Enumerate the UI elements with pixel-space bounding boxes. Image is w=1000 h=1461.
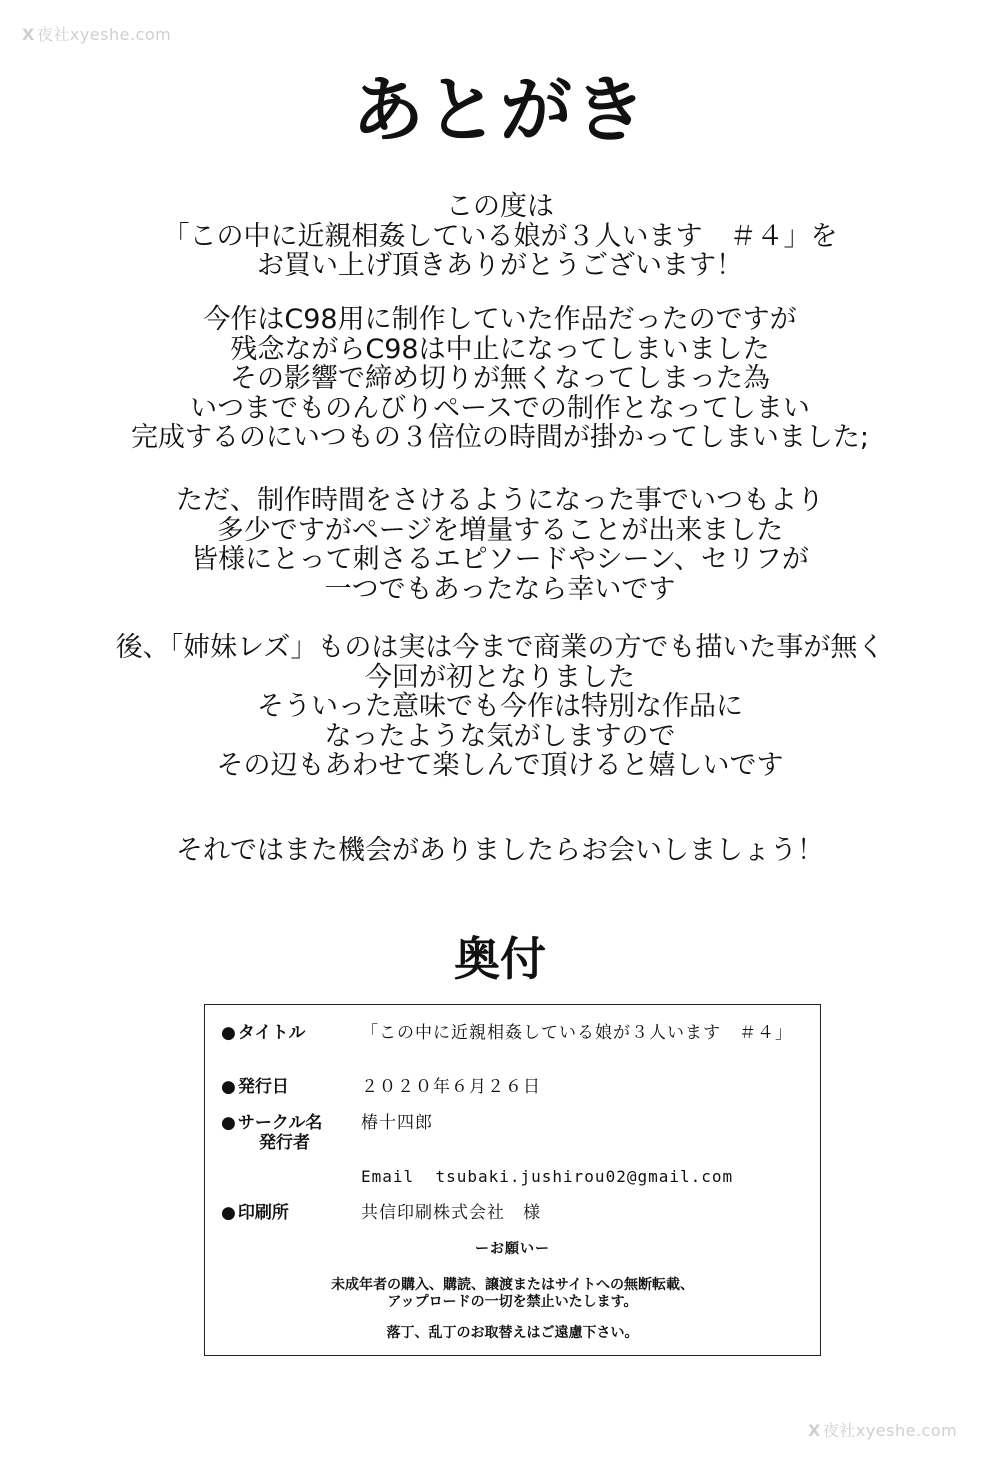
afterword-line: 「この中に近親相姦している娘が３人います ＃４」を (162, 220, 838, 252)
afterword-line: なったような気がしますので (324, 720, 676, 752)
watermark-top (22, 22, 171, 45)
colophon-circle-value: 椿十四郎 (361, 1113, 433, 1133)
colophon-title-value: 「この中に近親相姦している娘が３人います ＃４」 (361, 1023, 793, 1043)
notice-line: 未成年者の購入、購読、譲渡またはサイトへの無断転載、 (330, 1277, 695, 1293)
watermark-text: 夜社xyeshe.com (36, 25, 172, 44)
colophon-circle-label: ● サークル名 発行者 (221, 1113, 323, 1153)
afterword-line: 多少ですがページを増量することが出来ました (216, 514, 784, 546)
colophon-printer-label: ● 印刷所 (221, 1203, 289, 1223)
watermark-text: 夜社xyeshe.com (822, 1421, 958, 1440)
bullet-icon: ● (221, 1113, 236, 1133)
bullet-icon: ● (221, 1203, 236, 1223)
colophon-date-label: ● 発行日 (221, 1077, 289, 1097)
afterword-closing (0, 836, 1000, 866)
afterword-line: 皆様にとって刺さるエピソードやシーン、セリフが (191, 544, 809, 575)
watermark-mark: X (808, 1421, 821, 1440)
afterword-title: あとがき (351, 68, 648, 152)
replacement-note: 落丁、乱丁のお取替えはご遠慮下さい。 (386, 1325, 639, 1341)
watermark-bottom (808, 1418, 957, 1441)
afterword-paragraph-1 (0, 192, 1000, 281)
afterword-line: ただ、制作時間をさけるようになった事でいつもより (176, 485, 824, 516)
watermark-mark: X (22, 25, 35, 44)
colophon-email (361, 1167, 733, 1187)
afterword-line: その辺もあわせて楽しんで頂けると嬉しいです (216, 750, 784, 781)
afterword-line: 今作はC98用に制作していた作品だったのですが (203, 304, 797, 335)
afterword-line: それではまた機会がありましたらお会いしましょう！ (176, 835, 824, 866)
colophon-box (204, 1004, 821, 1356)
bullet-icon: ● (221, 1077, 236, 1097)
afterword-line: 後、「姉妹レズ」ものは実は今まで商業の方でも描いた事が無く (115, 632, 885, 663)
afterword-line: 完成するのにいつもの３倍位の時間が掛かってしまいました; (130, 422, 870, 453)
afterword-line: 一つでもあったなら幸いです (324, 573, 676, 605)
afterword-line: そういった意味でも今作は特別な作品に (257, 691, 743, 722)
colophon-title: 奥付 (454, 932, 546, 986)
bullet-icon: ● (221, 1023, 236, 1043)
afterword-line: その影響で締め切りが無くなってしまった為 (230, 363, 770, 394)
afterword-line: この度は (446, 191, 554, 222)
afterword-paragraph-2 (0, 305, 1000, 453)
colophon-date-value: ２０２０年６月２６日 (361, 1077, 541, 1097)
afterword-paragraph-3 (0, 486, 1000, 604)
afterword-line: いつまでものんびりペースでの制作となってしまい (190, 392, 810, 424)
colophon-printer-value: 共信印刷株式会社 様 (361, 1203, 541, 1223)
afterword-line: 今回が初となりました (365, 661, 635, 693)
notice-line: アップロードの一切を禁止いたします。 (387, 1294, 638, 1310)
colophon-title-label: ● タイトル (221, 1023, 306, 1043)
afterword-paragraph-4 (0, 633, 1000, 781)
colophon-email-label: Email (361, 1167, 415, 1186)
afterword-line: 残念ながらC98は中止になってしまいました (230, 333, 770, 365)
colophon-publisher-label: 発行者 (259, 1133, 310, 1153)
notice-body (205, 1277, 820, 1311)
afterword-line: お買い上げ頂きありがとうございます！ (257, 250, 743, 281)
notice-heading: ーお願いー (475, 1241, 550, 1257)
colophon-email-value: tsubaki.jushirou02@gmail.com (435, 1167, 734, 1186)
